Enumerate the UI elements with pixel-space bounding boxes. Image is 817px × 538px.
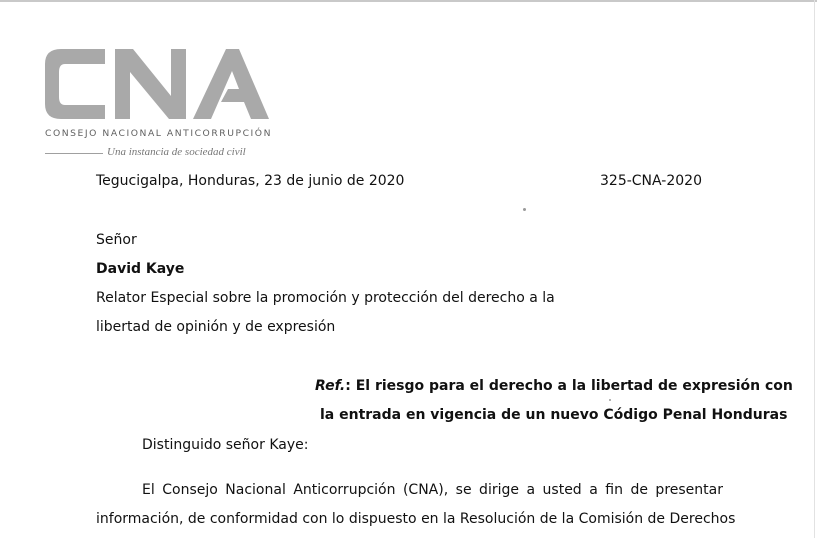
- place-date: Tegucigalpa, Honduras, 23 de junio de 2020: [96, 173, 405, 189]
- reference-number: 325-CNA-2020: [600, 173, 702, 189]
- cna-logo: [43, 44, 273, 164]
- cna-logo-mark: [43, 44, 271, 124]
- logo-tagline: Una instancia de sociedad civil: [107, 146, 246, 158]
- reference-line-1: [315, 377, 793, 395]
- logo-tagline-rule: [45, 153, 103, 154]
- logo-org-name: CONSEJO NACIONAL ANTICORRUPCIÓN: [45, 128, 273, 139]
- logo-letter-a: [193, 49, 269, 119]
- page-right-edge: [814, 0, 815, 538]
- reference-line-2: la entrada en vigencia de un nuevo Código Penal Honduras: [320, 407, 788, 423]
- recipient-name: David Kaye: [96, 261, 185, 277]
- scan-speck: [523, 208, 526, 211]
- logo-letter-n: [115, 49, 186, 119]
- page-top-edge: [0, 0, 817, 2]
- reference-line-1-text: : El riesgo para el derecho a la libertad de expresión con: [345, 378, 793, 394]
- greeting: Distinguido señor Kaye:: [142, 437, 309, 453]
- body-line-2: información, de conformidad con lo dispuesto en la Resolución de la Comisión de Derechos: [96, 511, 736, 527]
- recipient-salutation: Señor: [96, 232, 137, 248]
- logo-letter-c: [45, 49, 105, 119]
- scan-speck: [609, 399, 611, 401]
- body-line-1: El Consejo Nacional Anticorrupción (CNA), se dirige a usted a fin de presentar: [142, 482, 723, 498]
- reference-label: Ref.: [315, 378, 346, 394]
- recipient-role-line-2: libertad de opinión y de expresión: [96, 319, 336, 335]
- recipient-role-line-1: Relator Especial sobre la promoción y protección del derecho a la: [96, 290, 555, 306]
